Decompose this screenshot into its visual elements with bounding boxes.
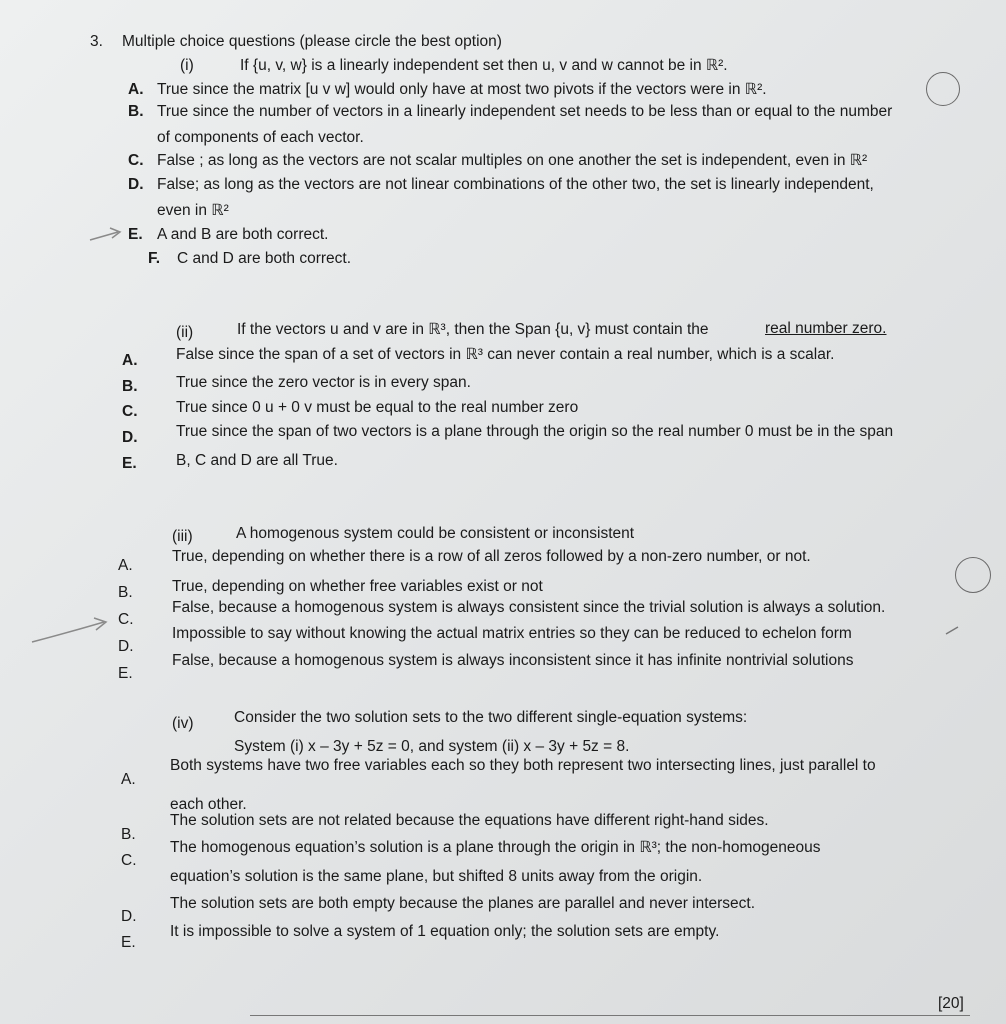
option-letter: D. <box>122 429 138 446</box>
part-ii-prompt-underlined: real number zero. <box>765 320 887 337</box>
option-text: True since the matrix [u v w] would only have at most two pivots if the vectors were in ℝ². <box>157 81 767 98</box>
option-text: A and B are both correct. <box>157 226 329 243</box>
option-letter: B. <box>122 378 138 395</box>
option-letter: F. <box>148 250 161 267</box>
tick-mark-icon <box>944 624 962 636</box>
option-letter: E. <box>128 226 143 243</box>
option-text: True, depending on whether there is a row of all zeros followed by a non-zero number, or not. <box>172 548 811 565</box>
option-letter: A. <box>122 352 138 369</box>
option-text-continued: of components of each vector. <box>157 129 364 146</box>
option-text: False ; as long as the vectors are not scalar multiples on one another the set is independent, even in ℝ² <box>157 152 868 169</box>
option-text: True, depending on whether free variables exist or not <box>172 578 543 595</box>
option-text: True since the number of vectors in a linearly independent set needs to be less than or equal to the number <box>157 103 893 120</box>
option-text: It is impossible to solve a system of 1 equation only; the solution sets are empty. <box>170 923 720 940</box>
part-i-label: (i) <box>180 57 194 74</box>
option-text: The homogenous equation’s solution is a plane through the origin in ℝ³; the non-homogeneous <box>170 839 821 856</box>
option-text: True since the span of two vectors is a plane through the origin so the real number 0 must be in the span <box>176 423 894 440</box>
option-text: False since the span of a set of vectors in ℝ³ can never contain a real number, which is a scalar. <box>176 346 835 363</box>
option-text: B, C and D are all True. <box>176 452 338 469</box>
circle-mark-icon <box>926 72 960 106</box>
option-text: The solution sets are both empty because the planes are parallel and never intersect. <box>170 895 756 912</box>
option-text: True since 0 u + 0 v must be equal to the real number zero <box>176 399 579 416</box>
part-iv-prompt-systems: System (i) x – 3y + 5z = 0, and system (ii) x – 3y + 5z = 8. <box>234 738 630 755</box>
arrow-mark-icon <box>88 222 128 246</box>
points-label: [20] <box>938 995 964 1012</box>
option-letter: C. <box>121 852 137 869</box>
part-i-prompt: If {u, v, w} is a linearly independent set then u, v and w cannot be in ℝ². <box>240 57 728 74</box>
option-letter: E. <box>118 665 133 682</box>
option-text: C and D are both correct. <box>177 250 352 267</box>
option-text: False; as long as the vectors are not linear combinations of the other two, the set is linearly independent, <box>157 176 874 193</box>
question-number: 3. <box>90 33 103 50</box>
part-iv-label: (iv) <box>172 715 194 732</box>
part-iv-prompt: Consider the two solution sets to the two different single-equation systems: <box>234 709 748 726</box>
part-ii-label: (ii) <box>176 324 194 341</box>
option-text-continued: each other. <box>170 796 247 813</box>
option-text: Impossible to say without knowing the actual matrix entries so they can be reduced to echelon form <box>172 625 852 642</box>
option-text-continued: even in ℝ² <box>157 202 229 219</box>
answer-rule <box>250 1015 970 1016</box>
option-letter: E. <box>122 455 137 472</box>
option-letter: B. <box>118 584 133 601</box>
option-letter: C. <box>122 403 138 420</box>
part-ii-prompt: If the vectors u and v are in ℝ³, then the Span {u, v} must contain the <box>237 321 709 338</box>
option-letter: A. <box>118 557 133 574</box>
option-text: False, because a homogenous system is always consistent since the trivial solution is always a solution. <box>172 599 886 616</box>
part-iii-label: (iii) <box>172 528 193 545</box>
question-title: Multiple choice questions (please circle the best option) <box>122 33 502 50</box>
option-text: True since the zero vector is in every span. <box>176 374 471 391</box>
circle-mark-icon <box>955 557 991 593</box>
option-letter: E. <box>121 934 136 951</box>
part-iii-prompt: A homogenous system could be consistent or inconsistent <box>236 525 635 542</box>
option-letter: D. <box>118 638 134 655</box>
option-text-continued: equation’s solution is the same plane, but shifted 8 units away from the origin. <box>170 868 703 885</box>
option-letter: C. <box>118 611 134 628</box>
option-letter: C. <box>128 152 144 169</box>
option-letter: D. <box>121 908 137 925</box>
option-text: False, because a homogenous system is always inconsistent since it has infinite nontrivial solutions <box>172 652 854 669</box>
option-letter: A. <box>128 81 144 98</box>
option-letter: A. <box>121 771 136 788</box>
option-text: The solution sets are not related because the equations have different right-hand sides. <box>170 812 769 829</box>
option-letter: B. <box>121 826 136 843</box>
arrow-mark-icon <box>30 612 110 652</box>
option-text: Both systems have two free variables each so they both represent two intersecting lines, just parallel to <box>170 757 876 774</box>
option-letter: D. <box>128 176 144 193</box>
option-letter: B. <box>128 103 144 120</box>
